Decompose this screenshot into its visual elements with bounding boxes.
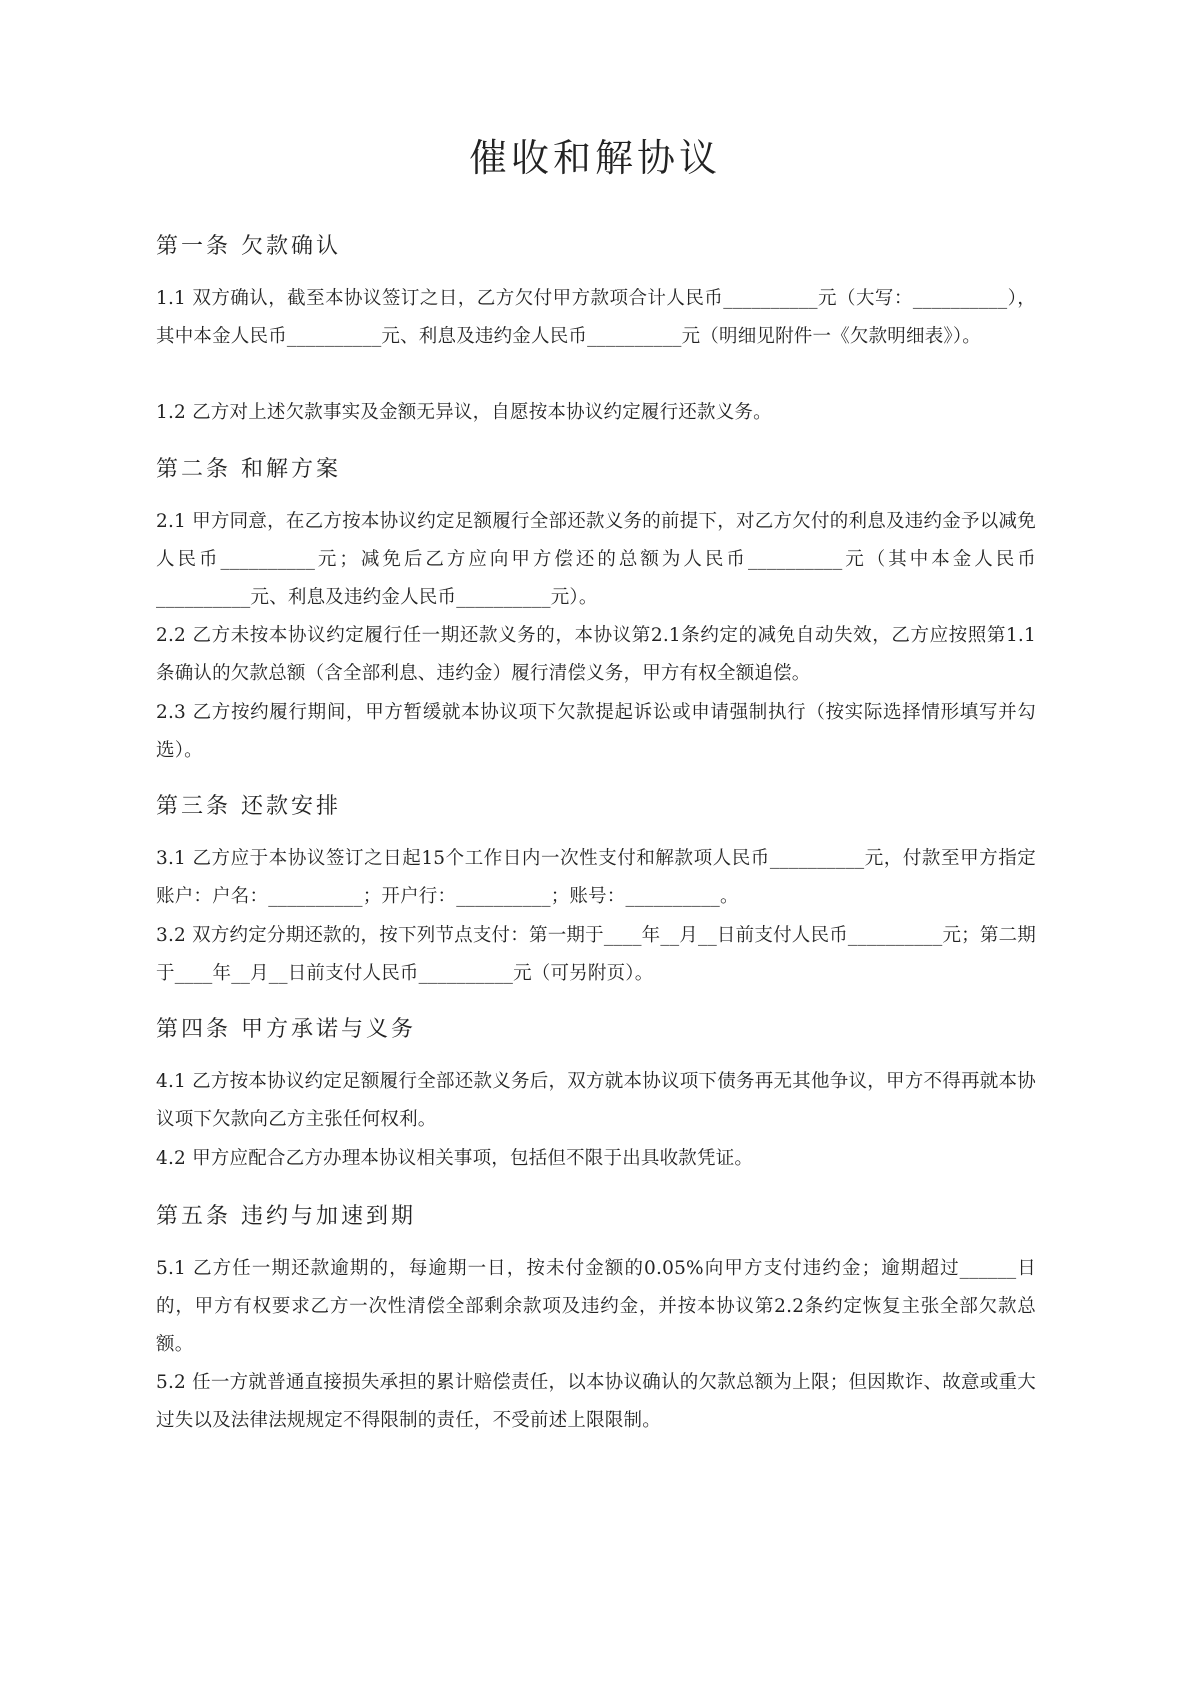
section-heading-2: 第二条 和解方案: [156, 457, 341, 482]
document-title: 催收和解协议: [468, 136, 721, 180]
clause-5-2: 5.2 任一方就普通直接损失承担的累计赔偿责任，以本协议确认的欠款总额为上限；但因欺诈、故意或重大过失以及法律法规规定不得限制的责任，不受前述上限限制。: [156, 1372, 1036, 1431]
clause-1-1: 1.1 双方确认，截至本协议签订之日，乙方欠付甲方款项合计人民币__________元（大写：__________），其中本金人民币__________元、利息及违约金人民币__________元（明细见附件一《欠款明细表》）。: [156, 288, 1036, 347]
clause-3-1: 3.1 乙方应于本协议签订之日起15个工作日内一次性支付和解款项人民币__________元，付款至甲方指定账户：户名：__________；开户行：__________；账号：__________。: [156, 848, 1036, 907]
clause-1-2: 1.2 乙方对上述欠款事实及金额无异议，自愿按本协议约定履行还款义务。: [156, 402, 772, 423]
section-heading-3: 第三条 还款安排: [156, 794, 341, 819]
clause-5-1: 5.1 乙方任一期还款逾期的，每逾期一日，按未付金额的0.05%向甲方支付违约金；逾期超过______日的，甲方有权要求乙方一次性清偿全部剩余款项及违约金，并按本协议第2.2条约定恢复主张全部欠款总额。: [156, 1258, 1036, 1355]
clause-2-1: 2.1 甲方同意，在乙方按本协议约定足额履行全部还款义务的前提下，对乙方欠付的利息及违约金予以减免人民币__________元；减免后乙方应向甲方偿还的总额为人民币__________元（其中本金人民币__________元、利息及违约金人民币__________元）。: [156, 511, 1036, 608]
section-heading-5: 第五条 违约与加速到期: [156, 1204, 416, 1229]
clause-3-2: 3.2 双方约定分期还款的，按下列节点支付：第一期于____年__月__日前支付人民币__________元；第二期于____年__月__日前支付人民币__________元（可另附页）。: [156, 925, 1036, 984]
section-heading-1: 第一条 欠款确认: [156, 234, 341, 259]
clause-4-1: 4.1 乙方按本协议约定足额履行全部还款义务后，双方就本协议项下债务再无其他争议，甲方不得再就本协议项下欠款向乙方主张任何权利。: [156, 1071, 1036, 1130]
section-heading-4: 第四条 甲方承诺与义务: [156, 1017, 416, 1042]
clause-2-2: 2.2 乙方未按本协议约定履行任一期还款义务的，本协议第2.1条约定的减免自动失效，乙方应按照第1.1条确认的欠款总额（含全部利息、违约金）履行清偿义务，甲方有权全额追偿。: [156, 625, 1036, 684]
clause-2-3: 2.3 乙方按约履行期间，甲方暂缓就本协议项下欠款提起诉讼或申请强制执行（按实际选择情形填写并勾选）。: [156, 702, 1036, 761]
clause-4-2: 4.2 甲方应配合乙方办理本协议相关事项，包括但不限于出具收款凭证。: [156, 1148, 754, 1169]
